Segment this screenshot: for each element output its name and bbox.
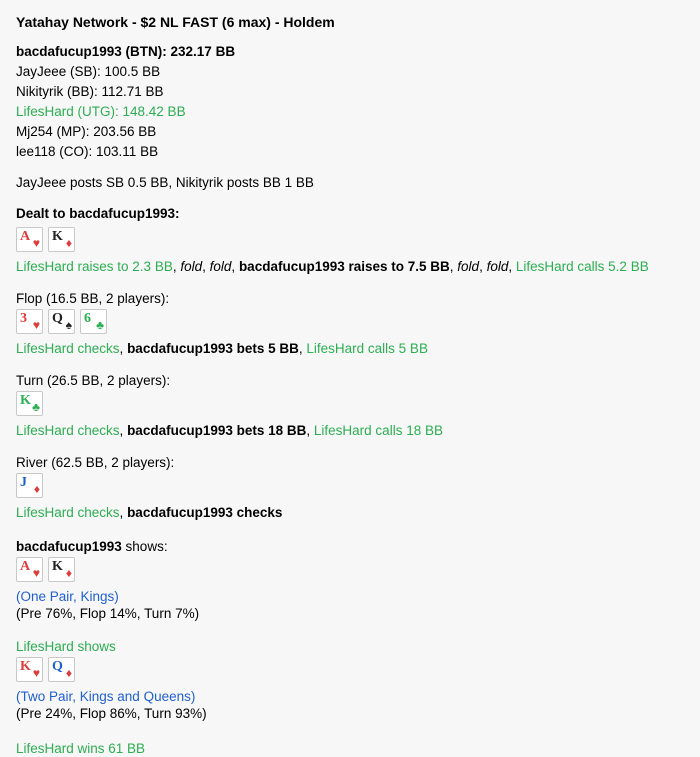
player-row: JayJeee (SB): 100.5 BB bbox=[16, 64, 161, 79]
card-rank: Q bbox=[52, 311, 63, 326]
card-suit-icon: ♠ bbox=[65, 318, 72, 332]
turn-action: bacdafucup1993 bets 18 BB bbox=[127, 423, 307, 438]
flop-board-card bbox=[48, 309, 75, 334]
showdown-hole-cards bbox=[16, 657, 684, 682]
streets-container bbox=[16, 290, 684, 522]
preflop-action-line bbox=[16, 258, 684, 276]
showdown-card bbox=[48, 557, 75, 582]
card-rank: K bbox=[20, 393, 31, 408]
action-separator: , bbox=[449, 259, 458, 274]
hero-hole-card bbox=[16, 227, 43, 252]
showdown-player-name: bacdafucup1993 bbox=[16, 539, 122, 554]
player-row: bacdafucup1993 (BTN): 232.17 BB bbox=[16, 44, 236, 59]
card-rank: K bbox=[52, 229, 63, 244]
hero-hole-cards bbox=[16, 227, 684, 252]
card-rank: K bbox=[52, 559, 63, 574]
flop-action-line bbox=[16, 340, 684, 358]
card-suit-icon: ♥ bbox=[32, 566, 40, 580]
action-separator: , bbox=[119, 505, 128, 520]
card-rank: Q bbox=[52, 659, 63, 674]
turn-board-card bbox=[16, 391, 43, 416]
showdown-header bbox=[16, 538, 684, 555]
river-action-line bbox=[16, 504, 684, 522]
action-separator: , bbox=[306, 423, 314, 438]
dealt-to-label: Dealt to bacdafucup1993: bbox=[16, 206, 180, 221]
action-separator: , bbox=[298, 341, 307, 356]
card-rank: A bbox=[20, 229, 31, 244]
showdown-hole-cards bbox=[16, 557, 684, 582]
turn-action-line bbox=[16, 422, 684, 440]
flop-board-cards bbox=[16, 309, 684, 334]
card-rank: K bbox=[20, 659, 31, 674]
action-separator: , bbox=[508, 259, 516, 274]
flop-board-card bbox=[16, 309, 43, 334]
player-row: lee118 (CO): 103.11 BB bbox=[16, 144, 159, 159]
hand-evaluation: (Two Pair, Kings and Queens) bbox=[16, 689, 196, 704]
preflop-action: LifesHard raises to 2.3 BB bbox=[16, 259, 173, 274]
preflop-action: LifesHard calls 5.2 BB bbox=[515, 259, 649, 274]
flop-action: bacdafucup1993 bets 5 BB bbox=[127, 341, 299, 356]
action-separator: , bbox=[172, 259, 181, 274]
card-suit-icon: ♦ bbox=[33, 482, 40, 496]
preflop-action: fold bbox=[486, 259, 509, 274]
action-separator: , bbox=[119, 423, 128, 438]
player-row: LifesHard (UTG): 148.42 BB bbox=[16, 104, 186, 119]
blinds-line: JayJeee posts SB 0.5 BB, Nikityrik posts BB 1 BB bbox=[16, 175, 314, 190]
spacer bbox=[16, 163, 684, 174]
showdown-header bbox=[16, 638, 684, 655]
card-suit-icon: ♣ bbox=[32, 400, 40, 414]
showdown-shows-label: shows bbox=[73, 639, 116, 654]
action-separator: , bbox=[119, 341, 128, 356]
river-header: River (62.5 BB, 2 players): bbox=[16, 455, 175, 470]
card-rank: 6 bbox=[84, 311, 91, 326]
result-line: LifesHard wins 61 BB bbox=[16, 741, 146, 756]
river-board-cards bbox=[16, 473, 684, 498]
equity-breakdown: (Pre 24%, Flop 86%, Turn 93%) bbox=[16, 706, 207, 721]
equity-breakdown: (Pre 76%, Flop 14%, Turn 7%) bbox=[16, 606, 200, 621]
spacer bbox=[16, 194, 684, 205]
card-suit-icon: ♥ bbox=[32, 666, 40, 680]
card-rank: A bbox=[20, 559, 31, 574]
action-separator: , bbox=[231, 259, 239, 274]
page-title: Yatahay Network - $2 NL FAST (6 max) - Holdem bbox=[16, 14, 335, 30]
action-separator: , bbox=[202, 259, 210, 274]
showdown-player-name: LifesHard bbox=[16, 639, 74, 654]
river-action: bacdafucup1993 checks bbox=[127, 505, 283, 520]
card-rank: J bbox=[20, 475, 27, 490]
card-suit-icon: ♣ bbox=[96, 318, 104, 332]
showdown-card bbox=[16, 557, 43, 582]
hand-evaluation: (One Pair, Kings) bbox=[16, 589, 119, 604]
river-board-card bbox=[16, 473, 43, 498]
showdown-container bbox=[16, 538, 684, 722]
preflop-action: bacdafucup1993 raises to 7.5 BB bbox=[238, 259, 450, 274]
player-row: Mj254 (MP): 203.56 BB bbox=[16, 124, 157, 139]
preflop-action: fold bbox=[457, 259, 480, 274]
turn-header: Turn (26.5 BB, 2 players): bbox=[16, 373, 171, 388]
card-suit-icon: ♥ bbox=[32, 318, 40, 332]
turn-action: LifesHard calls 18 BB bbox=[313, 423, 443, 438]
turn-board-cards bbox=[16, 391, 684, 416]
flop-action: LifesHard calls 5 BB bbox=[306, 341, 428, 356]
card-suit-icon: ♦ bbox=[65, 236, 72, 250]
river-action: LifesHard checks bbox=[16, 505, 120, 520]
turn-action: LifesHard checks bbox=[16, 423, 120, 438]
preflop-action: fold bbox=[209, 259, 232, 274]
showdown-shows-label: shows: bbox=[121, 539, 168, 554]
hero-hole-card bbox=[48, 227, 75, 252]
showdown-card bbox=[48, 657, 75, 682]
card-suit-icon: ♦ bbox=[65, 666, 72, 680]
flop-action: LifesHard checks bbox=[16, 341, 120, 356]
preflop-action: fold bbox=[180, 259, 203, 274]
card-suit-icon: ♥ bbox=[32, 236, 40, 250]
flop-board-card bbox=[80, 309, 107, 334]
player-stack-list bbox=[16, 43, 684, 160]
card-suit-icon: ♦ bbox=[65, 566, 72, 580]
card-rank: 3 bbox=[20, 311, 27, 326]
action-separator: , bbox=[479, 259, 487, 274]
showdown-card bbox=[16, 657, 43, 682]
player-row: Nikityrik (BB): 112.71 BB bbox=[16, 84, 164, 99]
flop-header: Flop (16.5 BB, 2 players): bbox=[16, 291, 170, 306]
